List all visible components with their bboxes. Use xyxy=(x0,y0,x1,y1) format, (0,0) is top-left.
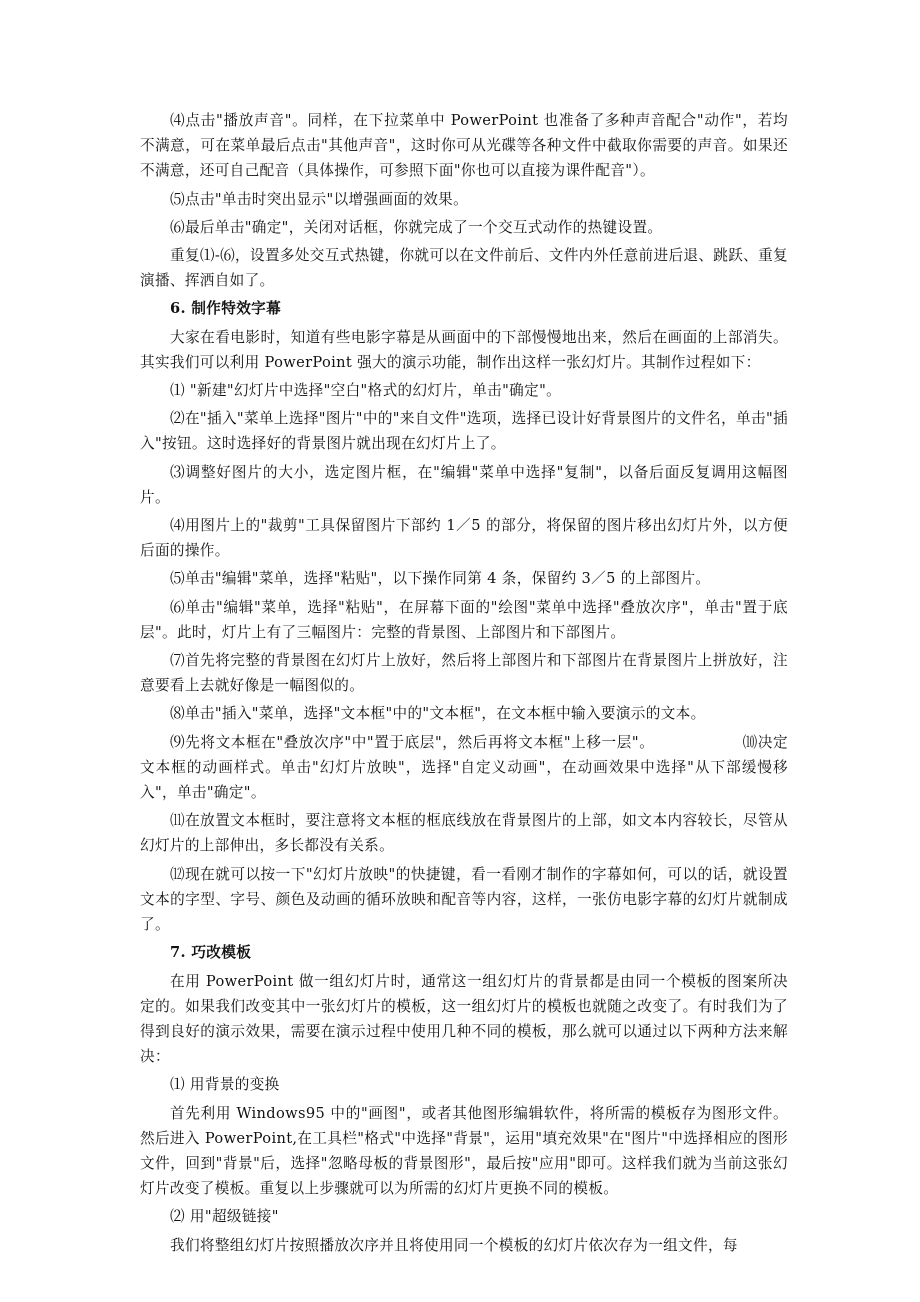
paragraph-subtitles-step9-10 xyxy=(140,730,788,806)
paragraph-method2-title: ⑵ 用"超级链接" xyxy=(170,1208,279,1226)
section-heading-templates: 7. 巧改模板 xyxy=(170,944,252,962)
paragraph-method1-body: 首先利用 Windows95 中的"画图"，或者其他图形编辑软件，将所需的模板存为图形文件。然后进入 PowerPoint,在工具栏"格式"中选择"背景"，运用"填充效果"在"图片"中选择相应的图形文件，回到"背景"后，选择"忽略母板的背景图形"，最后按"应用"即可。这样我们就为当前这张幻灯片改变了模板。重复以上步骤就可以为所需的幻灯片更换不同的模板。 xyxy=(140,1104,788,1198)
paragraph-subtitles-step4: ⑷用图片上的"裁剪"工具保留图片下部约 1／5 的部分，将保留的图片移出幻灯片外，以方便后面的操作。 xyxy=(140,517,788,560)
paragraph-subtitles-step6: ⑹单击"编辑"菜单，选择"粘贴"，在屏幕下面的"绘图"菜单中选择"叠放次序"，单击"置于底层"。此时，灯片上有了三幅图片：完整的背景图、上部图片和下部图片。 xyxy=(140,598,788,641)
paragraph-templates-intro: 在用 PowerPoint 做一组幻灯片时，通常这一组幻灯片的背景都是由同一个模板的图案所决定的。如果我们改变其中一张幻灯片的模板，这一组幻灯片的模板也就随之改变了。有时我们为了得到良好的演示效果，需要在演示过程中使用几种不同的模板，那么就可以通过以下两种方法来解决： xyxy=(140,972,788,1066)
paragraph-subtitles-step11: ⑾在放置文本框时，要注意将文本框的框底线放在背景图片的上部，如文本内容较长，尽管从幻灯片的上部伸出，多长都没有关系。 xyxy=(140,812,788,855)
paragraph-step5-highlight: ⑸点击"单击时突出显示"以增强画面的效果。 xyxy=(170,190,469,208)
paragraph-subtitles-step12: ⑿现在就可以按一下"幻灯片放映"的快捷键，看一看刚才制作的字幕如何，可以的话，就设置文本的字型、字号、颜色及动画的循环放映和配音等内容，这样，一张仿电影字幕的幻灯片就制成了。 xyxy=(140,865,788,934)
paragraph-subtitles-intro: 大家在看电影时，知道有些电影字幕是从画面中的下部慢慢地出来，然后在画面的上部消失。其实我们可以利用 PowerPoint 强大的演示功能，制作出这样一张幻灯片。其制作过程如下： xyxy=(140,328,788,371)
paragraph-method1-title: ⑴ 用背景的变换 xyxy=(170,1076,280,1094)
paragraph-method2-body: 我们将整组幻灯片按照播放次序并且将使用同一个模板的幻灯片依次存为一组文件，每 xyxy=(170,1236,738,1254)
paragraph-subtitles-step7: ⑺首先将完整的背景图在幻灯片上放好，然后将上部图片和下部图片在背景图片上拼放好，注意要看上去就好像是一幅图似的。 xyxy=(140,652,788,695)
paragraph-step4-play-sound: ⑷点击"播放声音"。同样，在下拉菜单中 PowerPoint 也准备了多种声音配合"动作"，若均不满意，可在菜单最后点击"其他声音"，这时你可从光碟等各种文件中截取你需要的声音。如果还不满意，还可自己配音（具体操作，可参照下面"你也可以直接为课件配音"）。 xyxy=(140,112,788,180)
paragraph-step6-confirm: ⑹最后单击"确定"，关闭对话框，你就完成了一个交互式动作的热键设置。 xyxy=(170,218,663,236)
paragraph-subtitles-step10: ⑽决定文本框的动画样式。单击"幻灯片放映"，选择"自定义动画"，在动画效果中选择"从下部缓慢移入"，单击"确定"。 xyxy=(140,733,788,802)
section-heading-subtitles: 6. 制作特效字幕 xyxy=(170,300,282,318)
paragraph-subtitles-step9: ⑼先将文本框在"叠放次序"中"置于底层"，然后再将文本框"上移一层"。 xyxy=(170,733,655,751)
document-body xyxy=(140,108,788,1261)
paragraph-subtitles-step8: ⑻单击"插入"菜单，选择"文本框"中的"文本框"，在文本框中输入要演示的文本。 xyxy=(170,705,706,723)
paragraph-subtitles-step2: ⑵在"插入"菜单上选择"图片"中的"来自文件"选项，选择已设计好背景图片的文件名，单击"插入"按钮。这时选择好的背景图片就出现在幻灯片上了。 xyxy=(140,410,788,453)
paragraph-subtitles-step5: ⑸单击"编辑"菜单，选择"粘贴"，以下操作同第 4 条，保留约 3／5 的上部图片。 xyxy=(170,570,711,588)
paragraph-subtitles-step3: ⑶调整好图片的大小，选定图片框，在"编辑"菜单中选择"复制"，以备后面反复调用这幅图片。 xyxy=(140,463,788,506)
paragraph-subtitles-step1: ⑴ "新建"幻灯片中选择"空白"格式的幻灯片，单击"确定"。 xyxy=(170,382,562,400)
paragraph-repeat-steps: 重复⑴-⑹，设置多处交互式热键，你就可以在文件前后、文件内外任意前进后退、跳跃、重复演播、挥洒自如了。 xyxy=(140,247,788,290)
